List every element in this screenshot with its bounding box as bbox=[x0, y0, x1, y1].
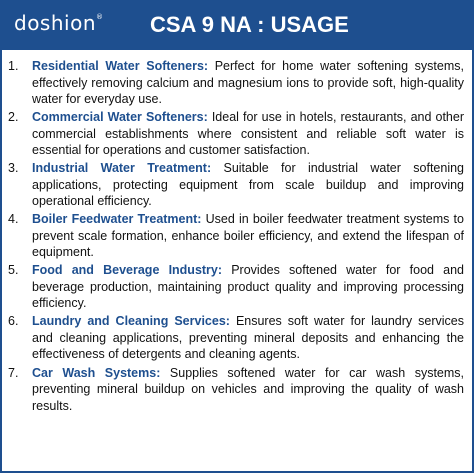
list-item bbox=[8, 160, 464, 210]
usage-list bbox=[8, 58, 464, 414]
list-item bbox=[8, 262, 464, 312]
item-title: Laundry and Cleaning Services: bbox=[32, 314, 230, 329]
item-number: 6. bbox=[8, 314, 19, 329]
item-number: 2. bbox=[8, 110, 19, 125]
brand-logo-text: doshion bbox=[14, 11, 96, 35]
item-number: 7. bbox=[8, 365, 19, 380]
item-text: Suitable for industrial water softening applications, protecting equipment from scale buildup and improving operational efficiency. bbox=[32, 161, 464, 209]
item-text: Provides softened water for food and beverage production, maintaining product quality and improving processing efficiency. bbox=[32, 263, 464, 311]
item-number: 1. bbox=[8, 59, 19, 73]
item-text: Used in boiler feedwater treatment systems to prevent scale formation, enhance boiler efficiency, and extend the lifespan of equipment. bbox=[32, 212, 464, 260]
brand-logo bbox=[14, 11, 104, 35]
list-item bbox=[8, 365, 464, 415]
item-number: 3. bbox=[8, 161, 19, 176]
list-item bbox=[8, 211, 464, 261]
item-number: 5. bbox=[8, 263, 19, 278]
page-title: CSA 9 NA : USAGE bbox=[150, 12, 349, 37]
item-title: Boiler Feedwater Treatment: bbox=[32, 212, 202, 227]
item-title: Industrial Water Treatment: bbox=[32, 161, 212, 176]
list-item bbox=[8, 58, 464, 108]
item-text: Perfect for home water softening systems, effectively removing calcium and magnesium ions to provide soft, high-quality water for everyday use. bbox=[32, 59, 464, 106]
item-title: Car Wash Systems: bbox=[32, 365, 161, 380]
item-text: Ensures soft water for laundry services and cleaning applications, preventing mineral deposits and enhancing the effectiveness of detergents and cleaning agents. bbox=[32, 314, 464, 362]
header-bar bbox=[0, 0, 474, 50]
registered-mark: ® bbox=[96, 13, 104, 21]
list-item bbox=[8, 109, 464, 159]
item-number: 4. bbox=[8, 212, 19, 227]
list-item bbox=[8, 313, 464, 363]
item-title: Residential Water Softeners: bbox=[32, 59, 209, 73]
item-title: Food and Beverage Industry: bbox=[32, 263, 223, 278]
item-text: Supplies softened water for car wash systems, preventing mineral buildup on vehicles and improving the quality of wash results. bbox=[32, 365, 465, 413]
item-title: Commercial Water Softeners: bbox=[32, 110, 208, 125]
usage-content bbox=[0, 50, 474, 473]
item-text: Ideal for use in hotels, restaurants, and other commercial establishments where consistent and reliable soft water is essential for operations and customer satisfaction. bbox=[32, 110, 464, 158]
